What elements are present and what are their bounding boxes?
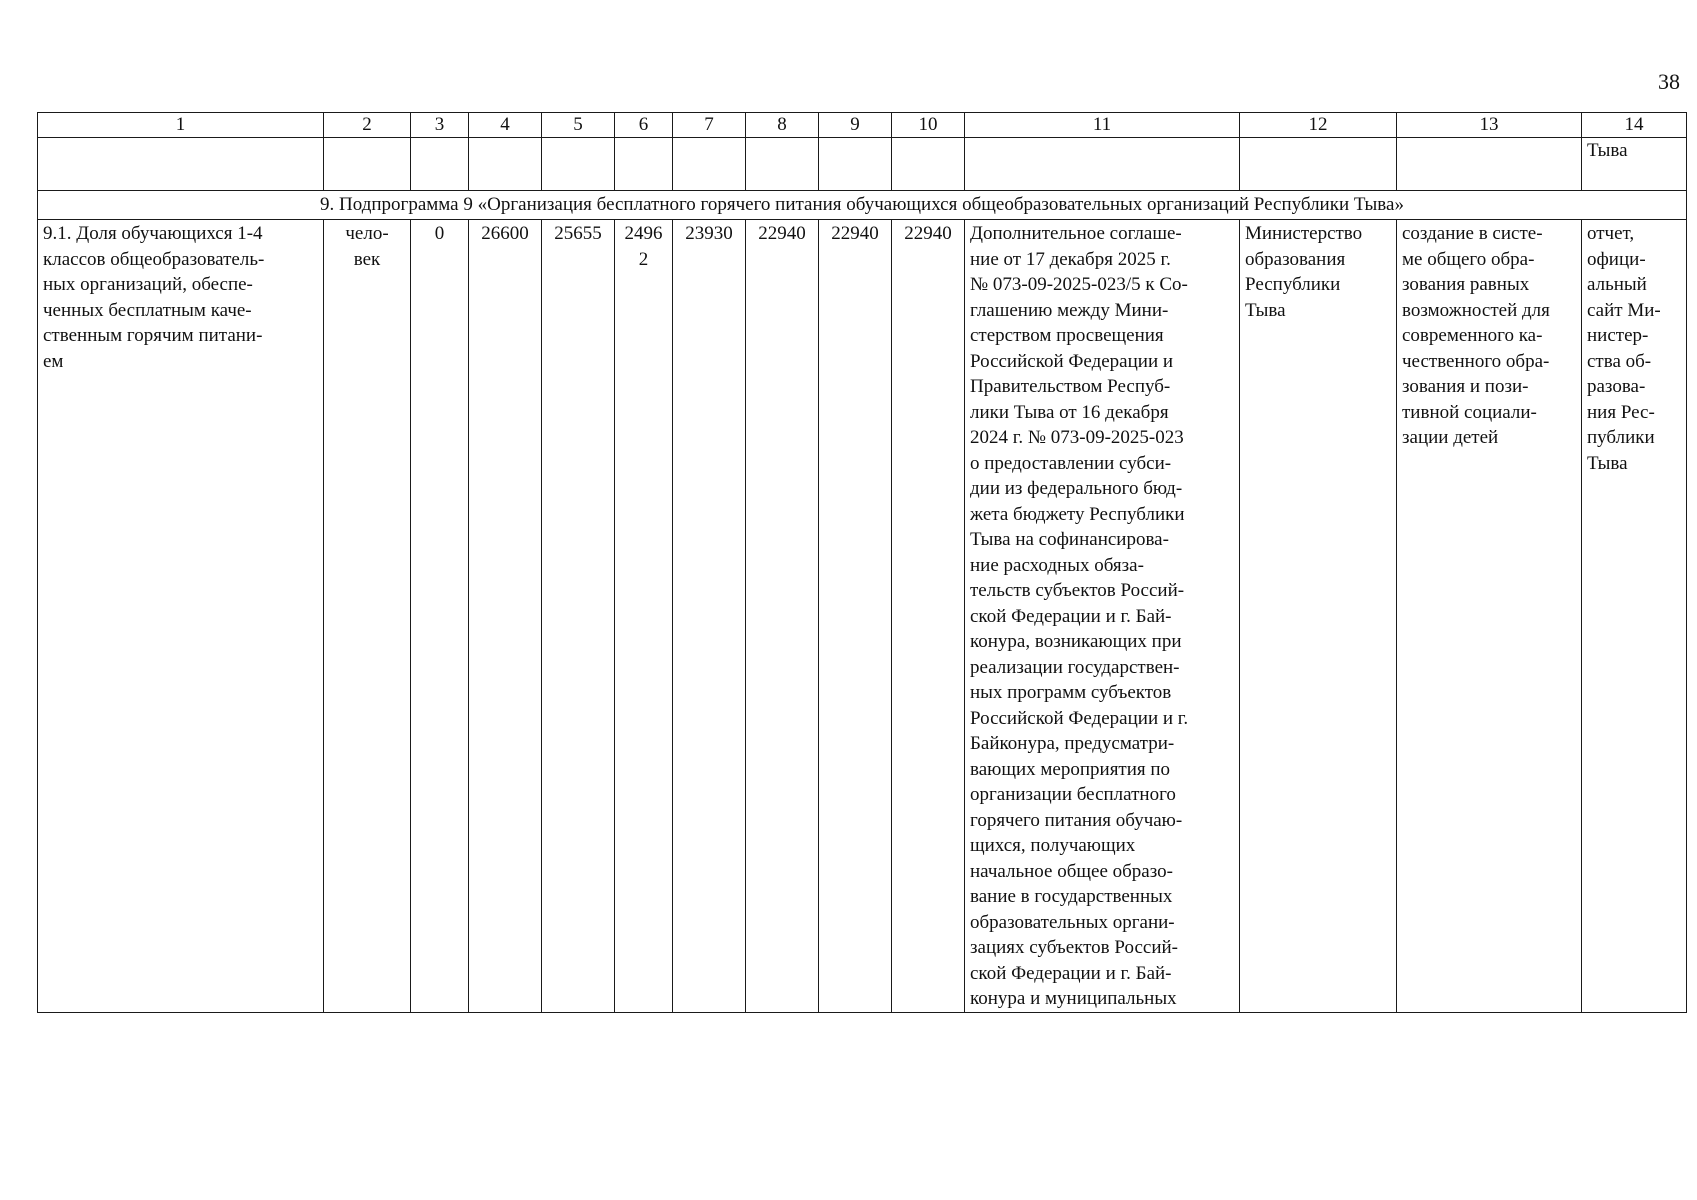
column-number-cell: 1: [38, 113, 324, 138]
value-cell-3: 0: [411, 220, 469, 1013]
empty-cell: [469, 138, 542, 191]
column-number-cell: 4: [469, 113, 542, 138]
empty-cell: [542, 138, 615, 191]
empty-cell: [892, 138, 965, 191]
column-number-cell: 8: [746, 113, 819, 138]
indicators-table: [37, 112, 1687, 1013]
indicator-name-cell: 9.1. Доля обучающихся 1-4 классов общеобразователь- ных организаций, обеспе- ченных бесплатным каче- ственным горячим питани- ем: [38, 220, 324, 1013]
empty-cell: [965, 138, 1240, 191]
empty-cell: [38, 138, 324, 191]
column-number-cell: 9: [819, 113, 892, 138]
unit-cell: чело- век: [324, 220, 411, 1013]
column-number-cell: 10: [892, 113, 965, 138]
empty-cell: [819, 138, 892, 191]
empty-cell: [746, 138, 819, 191]
column-number-cell: 6: [615, 113, 673, 138]
empty-cell: [411, 138, 469, 191]
empty-cell: [324, 138, 411, 191]
empty-cell: [615, 138, 673, 191]
column-number-cell: 3: [411, 113, 469, 138]
empty-cell: [1240, 138, 1397, 191]
value-cell-5: 25655: [542, 220, 615, 1013]
responsible-executor-cell: Министерство образования Республики Тыва: [1240, 220, 1397, 1013]
column-number-cell: 12: [1240, 113, 1397, 138]
column-number-cell: 5: [542, 113, 615, 138]
value-cell-8: 22940: [746, 220, 819, 1013]
value-cell-10: 22940: [892, 220, 965, 1013]
value-cell-6: 2496 2: [615, 220, 673, 1013]
continuation-source-cell: Тыва: [1582, 138, 1687, 191]
value-cell-4: 26600: [469, 220, 542, 1013]
column-number-cell: 13: [1397, 113, 1582, 138]
value-cell-9: 22940: [819, 220, 892, 1013]
table-row: [38, 220, 1687, 1013]
column-number-cell: 11: [965, 113, 1240, 138]
column-number-cell: 7: [673, 113, 746, 138]
column-number-cell: 2: [324, 113, 411, 138]
section-title: 9. Подпрограмма 9 «Организация бесплатного горячего питания обучающихся общеобразовательных организаций Республики Тыва»: [38, 191, 1687, 220]
column-number-row: [38, 113, 1687, 138]
page-number: 38: [1658, 69, 1680, 94]
value-cell-7: 23930: [673, 220, 746, 1013]
empty-cell: [673, 138, 746, 191]
continuation-row: [38, 138, 1687, 191]
section-row: [38, 191, 1687, 220]
column-number-cell: 14: [1582, 113, 1687, 138]
information-source-cell: отчет, офици- альный сайт Ми- нистер- ства об- разова- ния Рес- публики Тыва: [1582, 220, 1687, 1013]
expected-result-cell: создание в систе- ме общего обра- зования равных возможностей для современного ка- чественного обра- зования и пози- тивной социали- зации детей: [1397, 220, 1582, 1013]
basis-document-cell: Дополнительное соглаше- ние от 17 декабря 2025 г. № 073-09-2025-023/5 к Со- глашению между Мини- стерством просвещения Российской Федерации и Правительством Респуб- лики Тыва от 16 декабря 2024 г. № 073-09-2025-023 о предоставлении субси- дии из федерального бюд- жета бюджету Республики Тыва на софинансирова- ние расходных обяза- тельств субъектов Россий- ской Федерации и г. Бай- конура, возникающих при реализации государствен- ных программ субъектов Российской Федерации и г. Байконура, предусматри- вающих мероприятия по организации бесплатного горячего питания обучаю- щихся, получающих начальное общее образо- вание в государственных образовательных органи- зациях субъектов Россий- ской Федерации и г. Бай- конура и муниципальных: [965, 220, 1240, 1013]
empty-cell: [1397, 138, 1582, 191]
